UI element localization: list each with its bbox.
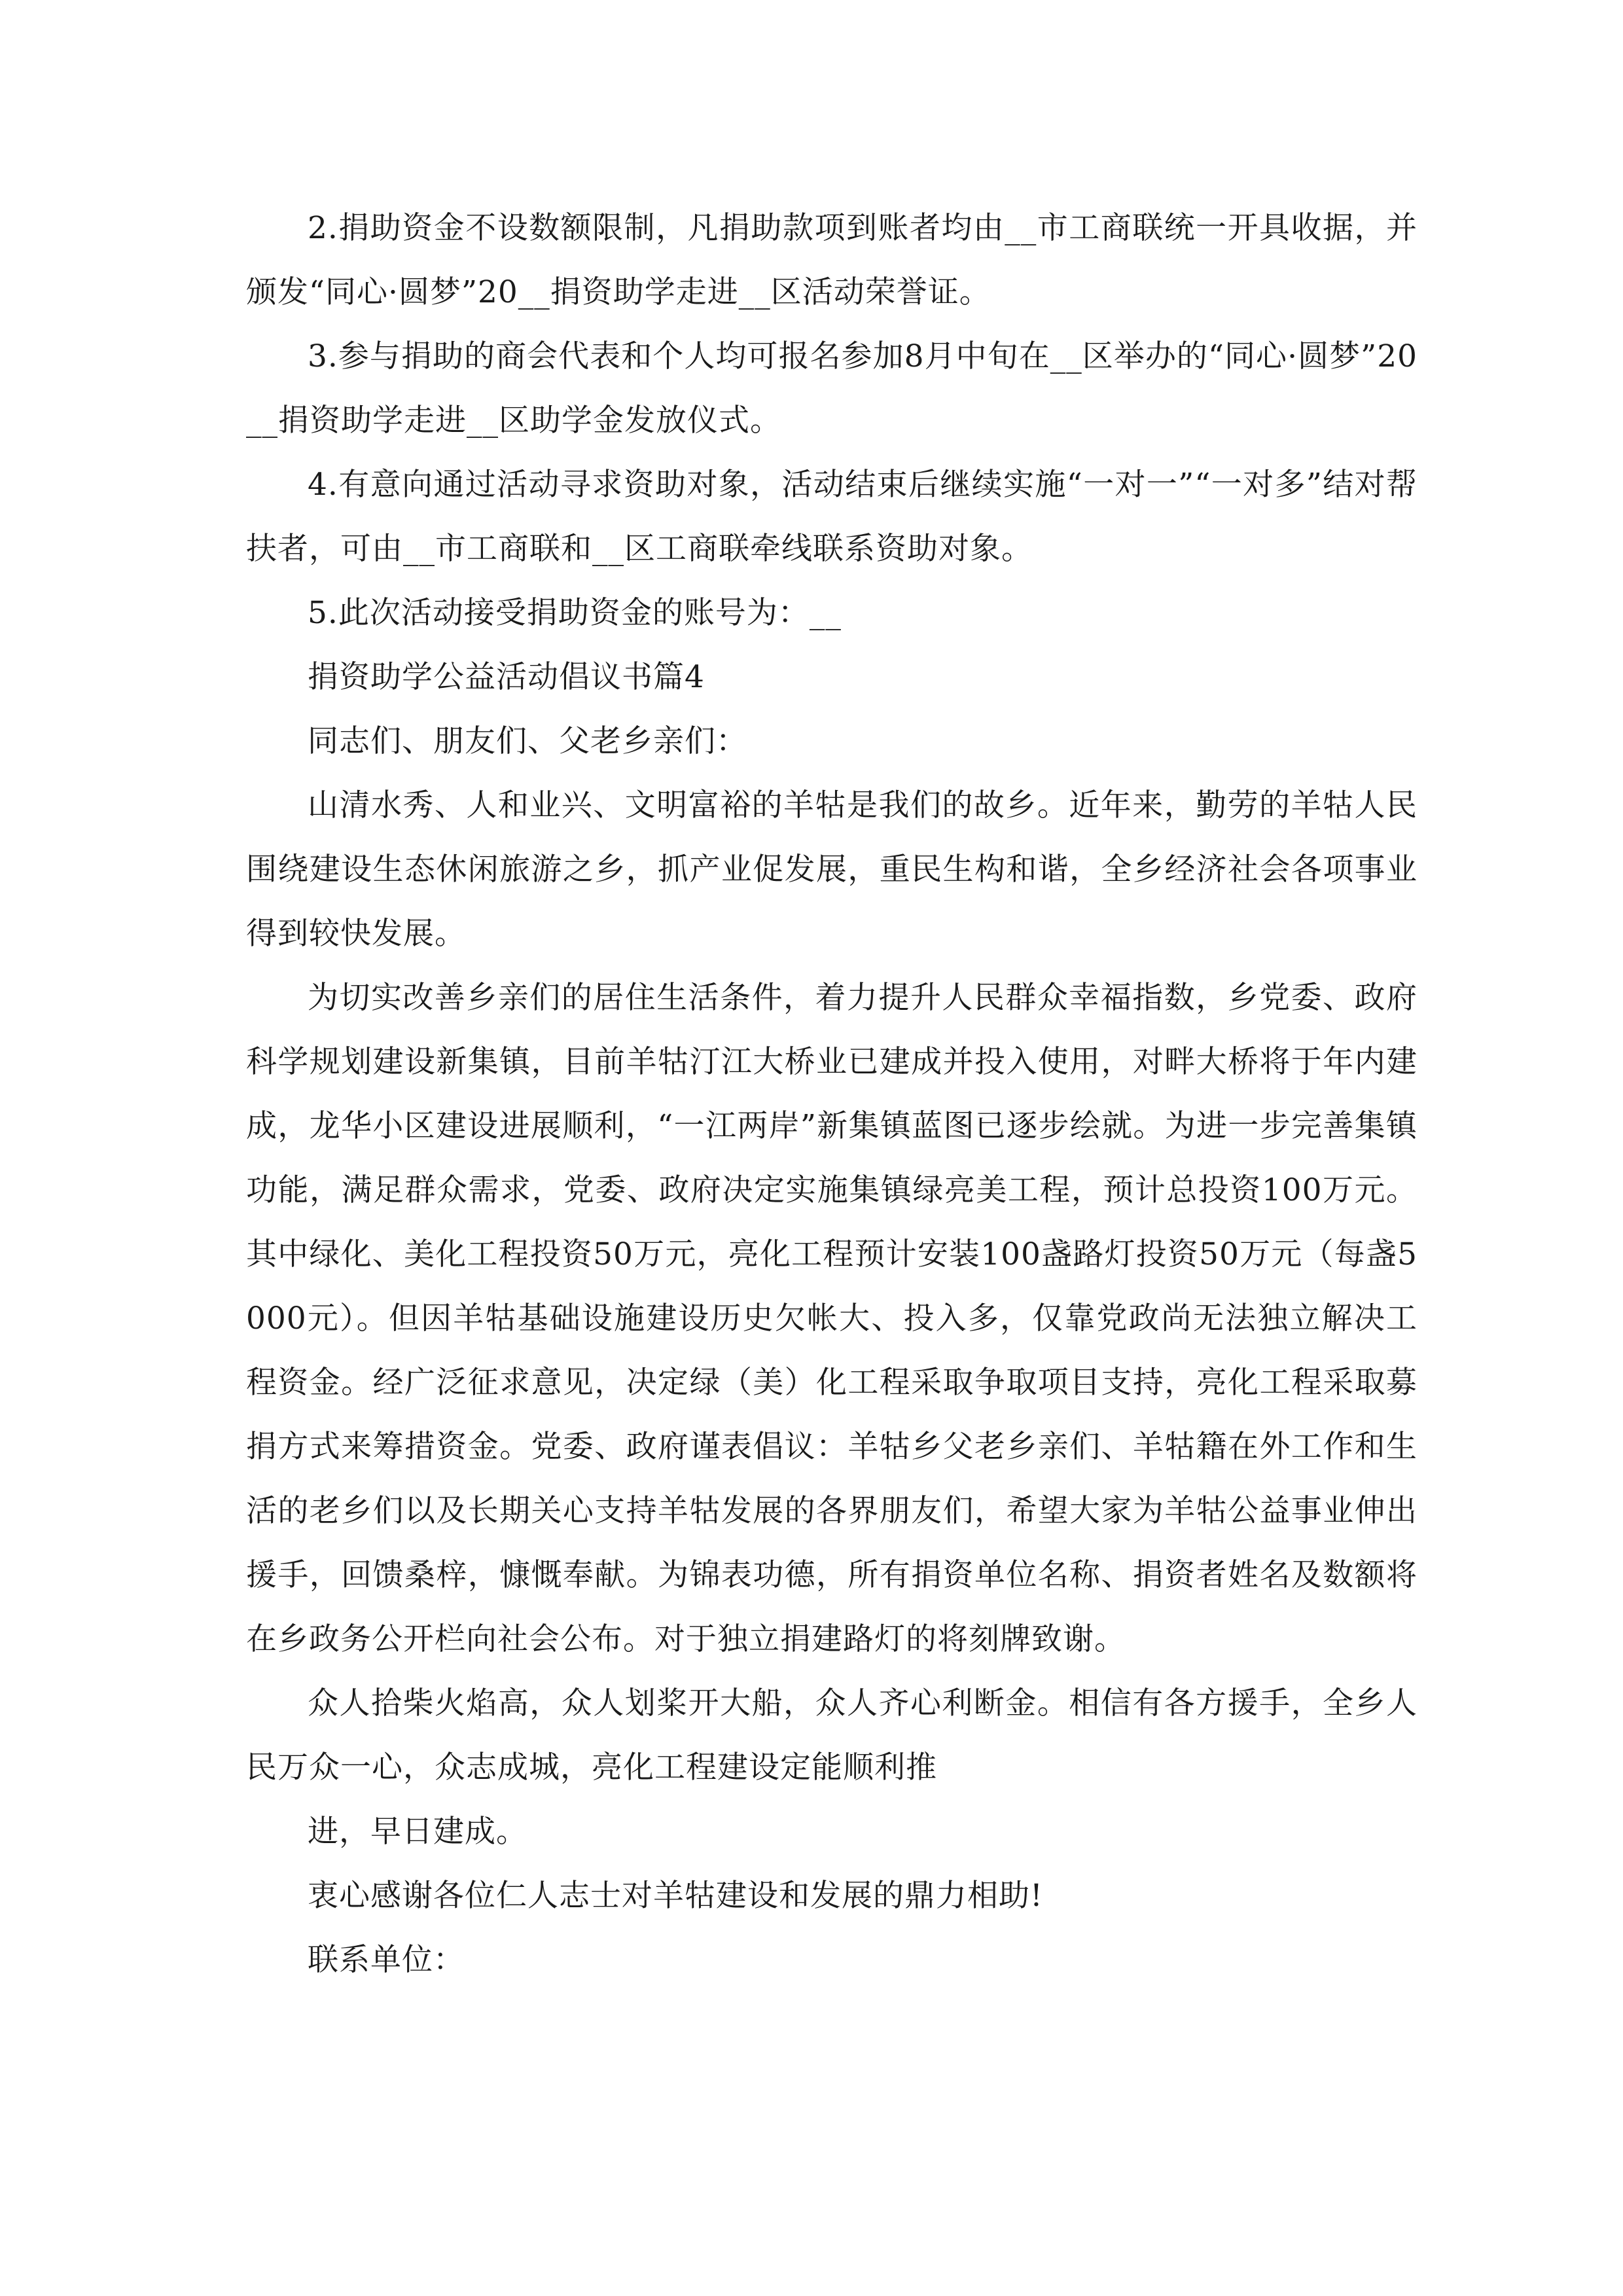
paragraph-item-4: 4.有意向通过活动寻求资助对象，活动结束后继续实施“一对一”“一对多”结对帮扶者，可由__市工商联和__区工商联牵线联系资助对象。	[246, 467, 1418, 567]
paragraph-item-5: 5.此次活动接受捐助资金的账号为：__	[308, 595, 842, 631]
section-title: 捐资助学公益活动倡议书篇4	[308, 659, 705, 695]
paragraph-item-3: 3.参与捐助的商会代表和个人均可报名参加8月中旬在__区举办的“同心·圆梦”20__捐资助学走进__区助学金发放仪式。	[246, 338, 1418, 439]
paragraph-appeal-continued: 进，早日建成。	[308, 1814, 527, 1850]
paragraph-item-2: 2.捐助资金不设数额限制，凡捐助款项到账者均由__市工商联统一开具收据，并颁发“同心·圆梦”20__捐资助学走进__区活动荣誉证。	[246, 210, 1418, 310]
contact-unit-label: 联系单位：	[308, 1942, 465, 1978]
paragraph-proposal: 为切实改善乡亲们的居住生活条件，着力提升人民群众幸福指数，乡党委、政府科学规划建设新集镇，目前羊牯汀江大桥业已建成并投入使用，对畔大桥将于年内建成，龙华小区建设进展顺利，“一江两岸”新集镇蓝图已逐步绘就。为进一步完善集镇功能，满足群众需求，党委、政府决定实施集镇绿亮美工程，预计总投资100万元。其中绿化、美化工程投资50万元，亮化工程预计安装100盏路灯投资50万元（每盏5000元）。但因羊牯基础设施建设历史欠帐大、投入多，仅靠党政尚无法独立解决工程资金。经广泛征求意见，决定绿（美）化工程采取争取项目支持，亮化工程采取募捐方式来筹措资金。党委、政府谨表倡议：羊牯乡父老乡亲们、羊牯籍在外工作和生活的老乡们以及长期关心支持羊牯发展的各界朋友们，希望大家为羊牯公益事业伸出援手，回馈桑梓，慷慨奉献。为锦表功德，所有捐资单位名称、捐资者姓名及数额将在乡政务公开栏向社会公布。对于独立捐建路灯的将刻牌致谢。	[246, 980, 1418, 1657]
paragraph-thanks: 衷心感谢各位仁人志士对羊牯建设和发展的鼎力相助!	[308, 1878, 1043, 1914]
paragraph-intro: 山清水秀、人和业兴、文明富裕的羊牯是我们的故乡。近年来，勤劳的羊牯人民围绕建设生态休闲旅游之乡，抓产业促发展，重民生构和谐，全乡经济社会各项事业得到较快发展。	[246, 787, 1418, 952]
salutation: 同志们、朋友们、父老乡亲们：	[308, 723, 747, 759]
paragraph-appeal: 众人拾柴火焰高，众人划桨开大船，众人齐心利断金。相信有各方援手，全乡人民万众一心，众志成城，亮化工程建设定能顺利推	[246, 1685, 1418, 1785]
document-body	[246, 196, 1418, 1992]
